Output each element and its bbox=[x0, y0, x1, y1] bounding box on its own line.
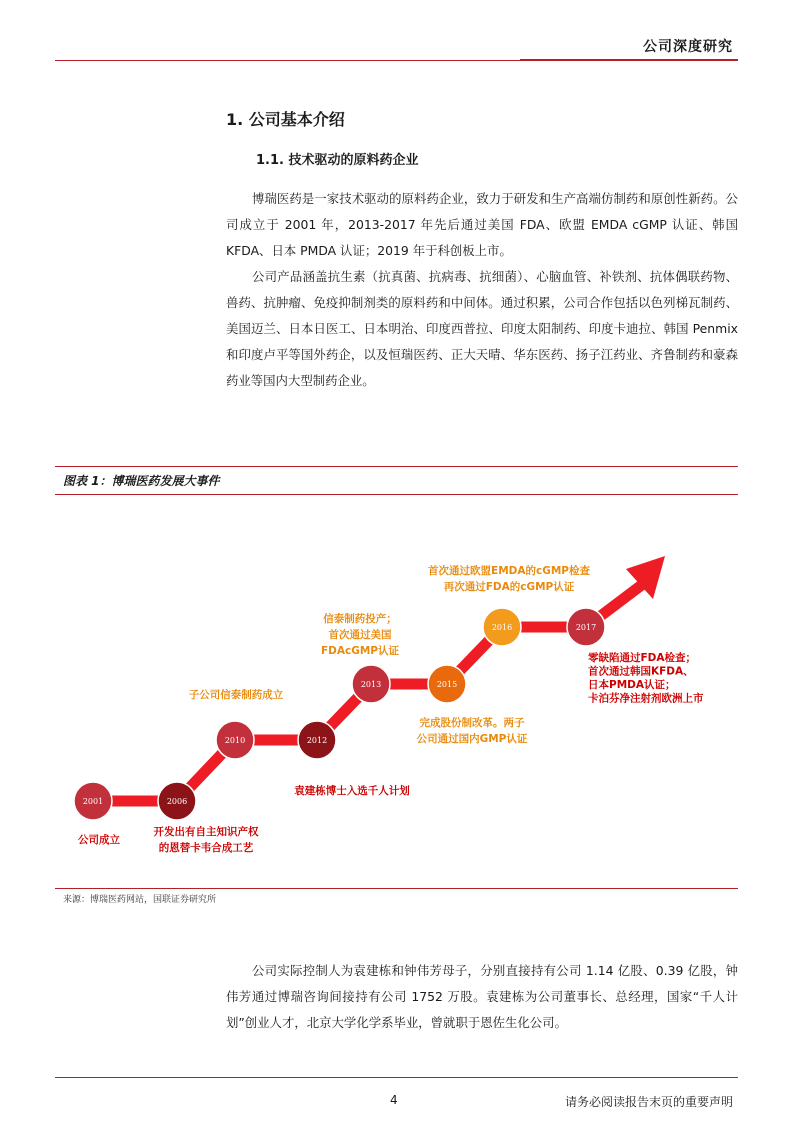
milestone-label-2013: FDAcGMP认证 bbox=[320, 645, 400, 657]
milestone-year-2017: 2017 bbox=[575, 623, 597, 632]
milestone-timeline-chart bbox=[55, 496, 738, 886]
intro-paragraph: 博瑞医药是一家技术驱动的原料药企业，致力于研发和生产高端仿制药和原创性新药。公司成立于 2001 年，2013-2017 年先后通过美国 FDA、欧盟 EMDA cGMP 认证、韩国 KFDA、日本 PMDA 认证；2019 年于科创板上市。 bbox=[226, 191, 738, 258]
figure-top-rule bbox=[55, 466, 738, 467]
products-paragraph: 公司产品涵盖抗生素（抗真菌、抗病毒、抗细菌）、心脑血管、补铁剂、抗体偶联药物、兽药、抗肿瘤、免疫抑制剂类的原料药和中间体。通过积累，公司合作包括以色列梯瓦制药、美国迈兰、日本日医工、日本明治、印度西普拉、印度太阳制药、印度卡迪拉、韩国 Penmix 和印度卢平等国外药企，以及恒瑞医药、正大天晴、华东医药、扬子江药业、齐鲁制药和豪森药业等国内大型制药企业。 bbox=[226, 269, 738, 388]
milestone-year-2015: 2015 bbox=[436, 680, 458, 689]
milestone-year-2013: 2013 bbox=[360, 680, 382, 689]
milestone-label-2017: 零缺陷通过FDA检查； bbox=[588, 652, 697, 664]
report-type-title: 公司深度研究 bbox=[643, 39, 733, 55]
milestone-year-2006: 2006 bbox=[166, 797, 188, 806]
milestone-label-2016: 首次通过欧盟EMDA的cGMP检查 bbox=[428, 565, 590, 577]
milestone-label-2013: 首次通过美国 bbox=[328, 629, 392, 641]
ownership-paragraph: 公司实际控制人为袁建栋和钟伟芳母子，分别直接持有公司 1.14 亿股、0.39 亿股，钟伟芳通过博瑞咨询间接持有公司 1752 万股。袁建栋为公司董事长、总经理，国家“千人计划”创业人才，北京大学化学系毕业，曾就职于恩佐生化公司。 bbox=[226, 963, 738, 1030]
milestone-year-2001: 2001 bbox=[82, 797, 104, 806]
milestone-label-2017: 卡泊芬净注射剂欧洲上市 bbox=[588, 692, 704, 705]
figure-source: 来源：博瑞医药网站，国联证券研究所 bbox=[63, 895, 217, 905]
footer-disclaimer: 请务必阅读报告末页的重要声明 bbox=[564, 1095, 733, 1109]
milestone-label-2006: 的恩替卡韦合成工艺 bbox=[158, 842, 254, 854]
milestone-label-2006: 开发出有自主知识产权 bbox=[153, 826, 259, 838]
footer-divider bbox=[55, 1077, 738, 1078]
figure-bottom-rule bbox=[55, 888, 738, 889]
milestone-label-2010: 子公司信泰制药成立 bbox=[188, 689, 284, 701]
milestone-label-2015: 公司通过国内GMP认证 bbox=[416, 733, 528, 745]
milestone-year-2010: 2010 bbox=[224, 736, 246, 745]
figure-title: 图表 1：博瑞医药发展大事件 bbox=[63, 474, 220, 488]
milestone-label-2016: 再次通过FDA的cGMP认证 bbox=[443, 581, 575, 593]
milestone-label-2015: 完成股份制改革。两子 bbox=[419, 717, 525, 729]
milestone-label-2012: 袁建栋博士入选千人计划 bbox=[294, 785, 410, 797]
section-heading: 1. 公司基本介绍 bbox=[226, 110, 345, 129]
milestone-label-2001: 公司成立 bbox=[78, 834, 120, 846]
milestone-label-2013: 信泰制药投产； bbox=[323, 613, 397, 625]
figure-title-rule bbox=[55, 494, 738, 495]
header-accent-bar bbox=[520, 59, 738, 61]
page-number: 4 bbox=[390, 1093, 398, 1107]
milestone-label-2017: 日本PMDA认证； bbox=[588, 679, 676, 691]
milestone-year-2016: 2016 bbox=[491, 623, 513, 632]
milestone-label-2017: 首次通过韩国KFDA、 bbox=[588, 665, 694, 678]
milestone-year-2012: 2012 bbox=[306, 736, 328, 745]
subsection-heading: 1.1. 技术驱动的原料药企业 bbox=[256, 153, 419, 168]
